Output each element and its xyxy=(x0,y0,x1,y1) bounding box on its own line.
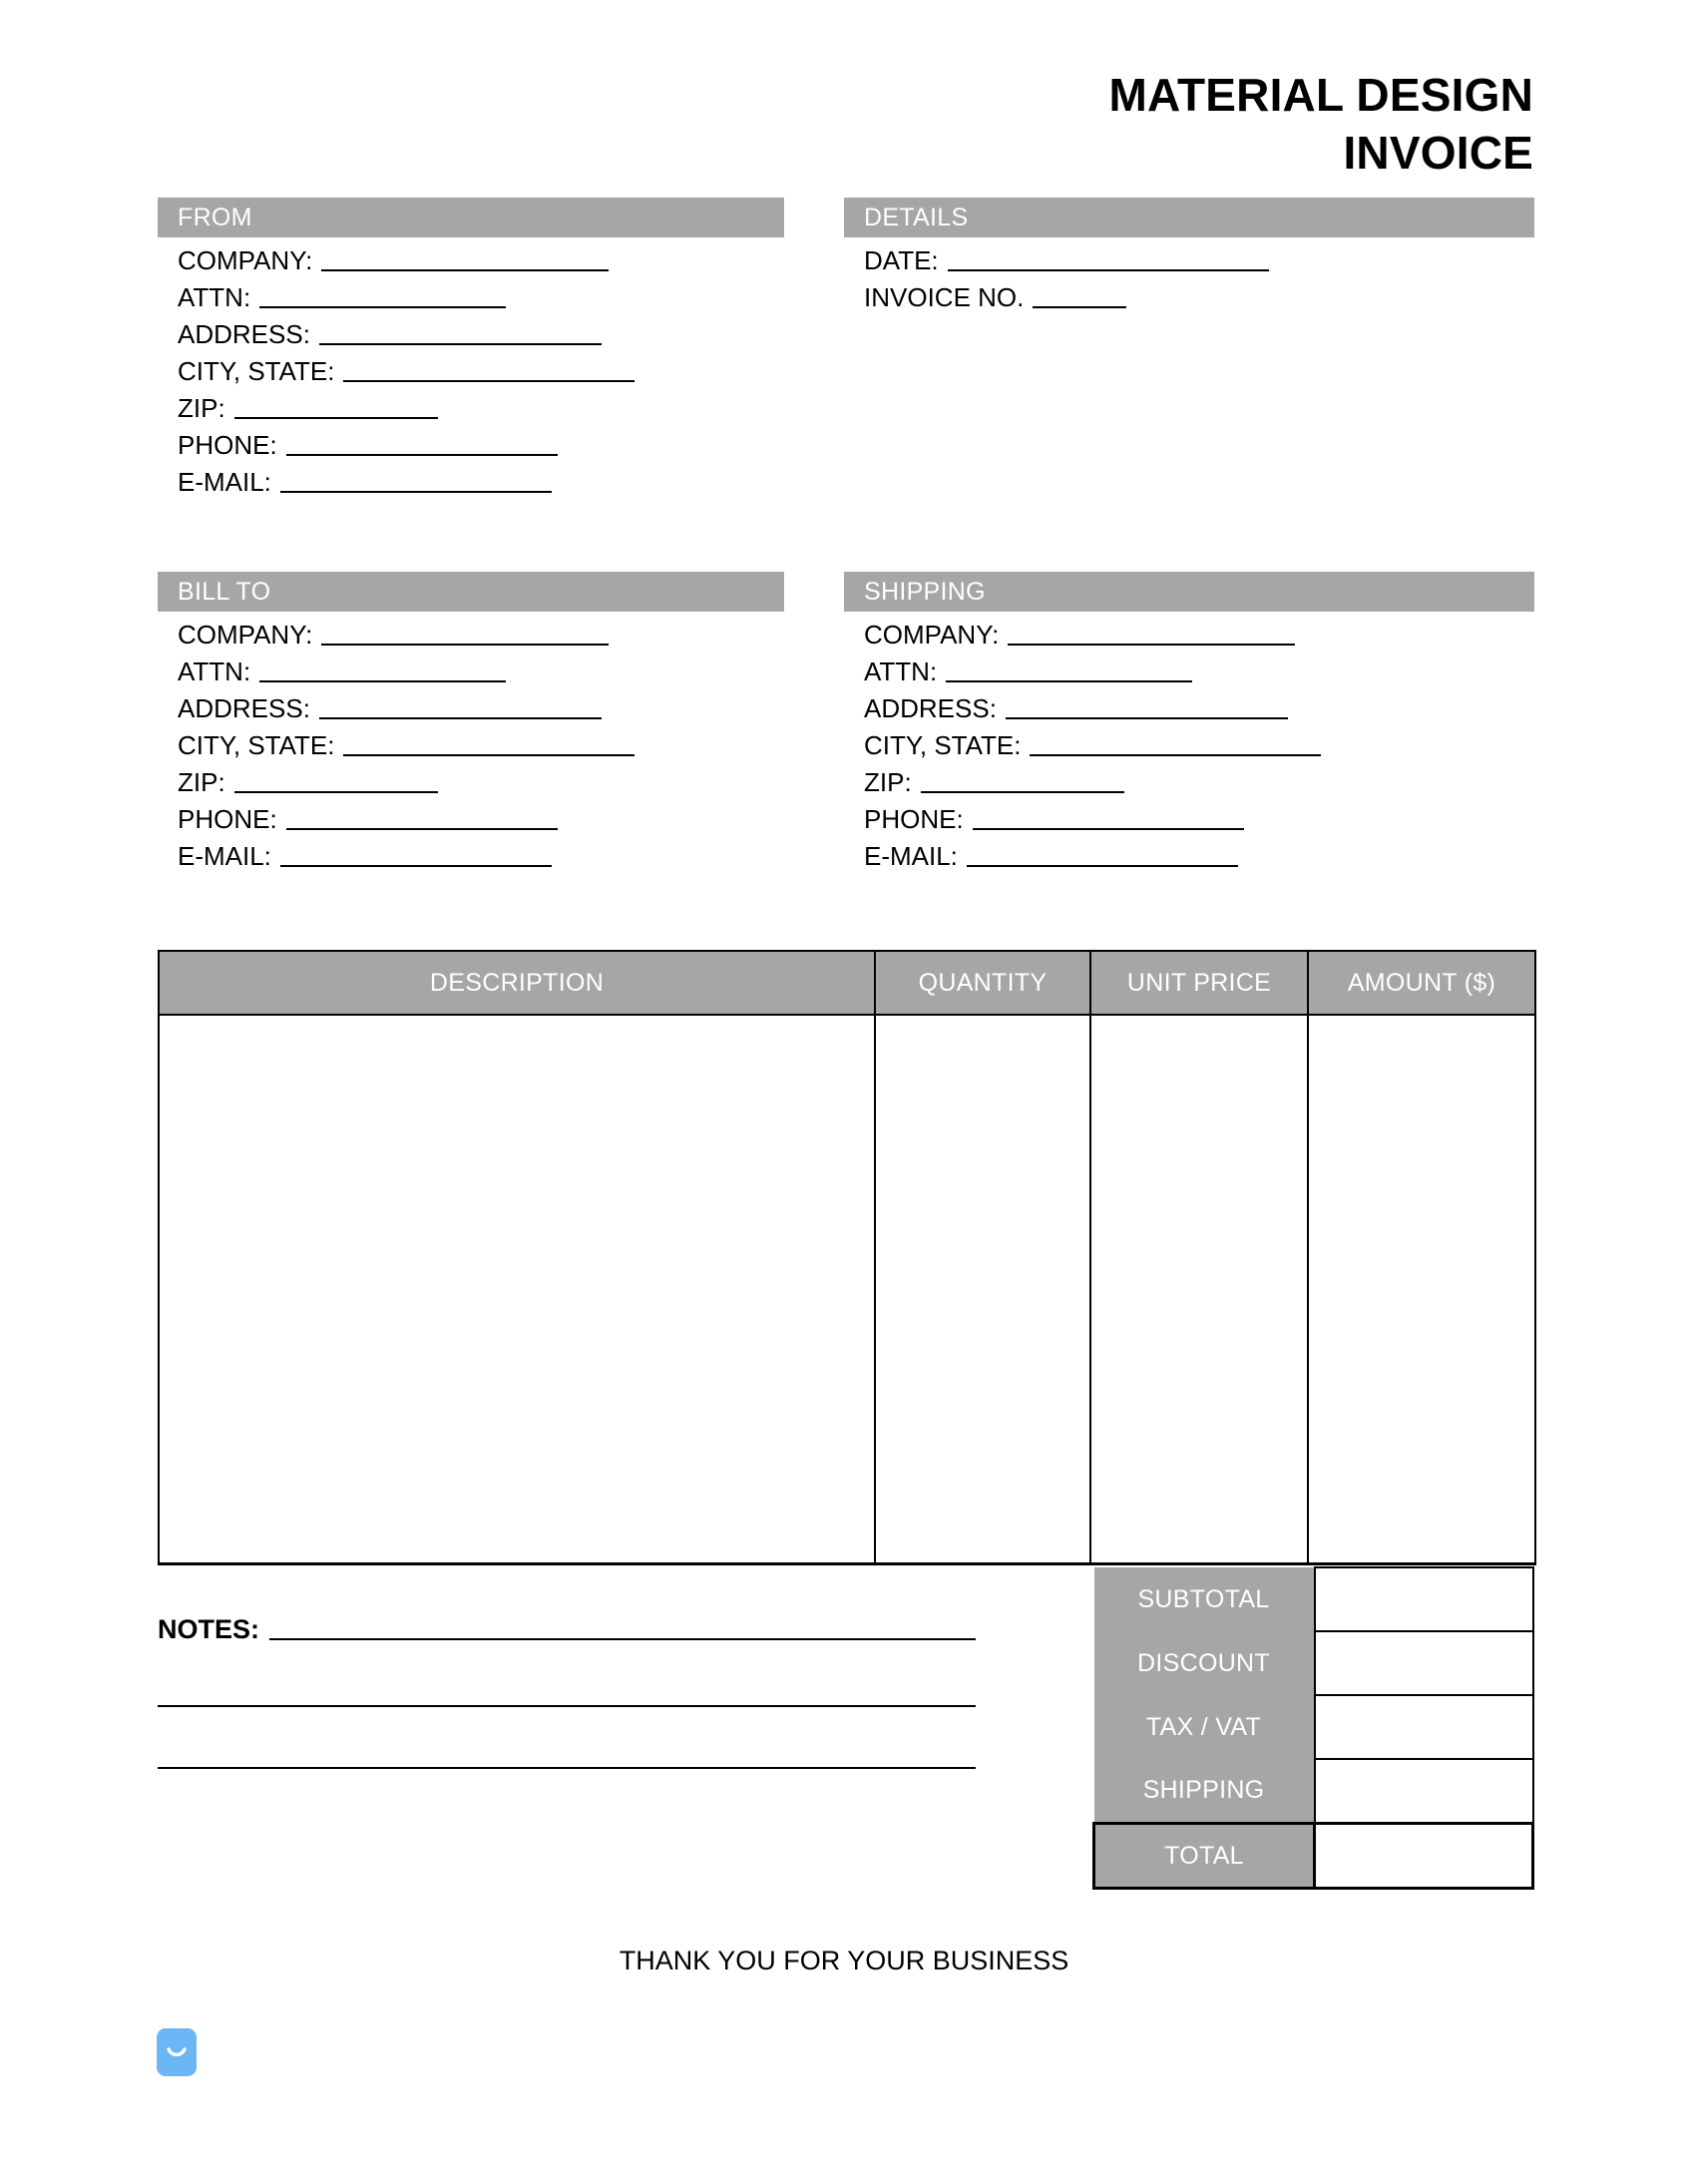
title-line-secondary: INVOICE xyxy=(1343,127,1533,179)
totals-label: SHIPPING xyxy=(1094,1759,1315,1824)
page-title xyxy=(1108,69,1533,179)
field-label: ZIP: xyxy=(178,393,225,423)
totals-value[interactable] xyxy=(1315,1759,1533,1824)
field-row xyxy=(178,282,634,319)
cell-amount[interactable] xyxy=(1308,1015,1535,1564)
field-input-line[interactable] xyxy=(259,663,506,682)
totals-value[interactable] xyxy=(1315,1824,1533,1889)
totals-row xyxy=(1094,1759,1533,1824)
field-row xyxy=(178,467,634,504)
field-input-line[interactable] xyxy=(948,252,1269,271)
field-row xyxy=(178,245,634,282)
field-label: ATTN: xyxy=(864,656,938,686)
totals-row xyxy=(1094,1567,1533,1631)
line-items-body-row xyxy=(159,1015,1535,1564)
field-label: COMPANY: xyxy=(864,620,1000,650)
field-row xyxy=(864,656,1321,693)
field-label: PHONE: xyxy=(178,804,277,834)
field-row xyxy=(864,620,1321,656)
field-input-line[interactable] xyxy=(321,252,609,271)
notes-label: NOTES: xyxy=(158,1614,260,1644)
field-input-line[interactable] xyxy=(343,363,634,382)
field-label: E-MAIL: xyxy=(178,841,271,871)
field-label: ADDRESS: xyxy=(178,319,310,349)
section-header-from-label: FROM xyxy=(178,203,252,231)
totals-label: SUBTOTAL xyxy=(1094,1567,1315,1631)
field-input-line[interactable] xyxy=(234,774,438,793)
field-input-line[interactable] xyxy=(343,737,634,756)
notes-input-line-1[interactable] xyxy=(269,1621,976,1640)
totals-value[interactable] xyxy=(1315,1695,1533,1759)
from-fields-group xyxy=(178,245,634,504)
column-header: QUANTITY xyxy=(875,951,1090,1015)
field-row xyxy=(178,730,634,767)
field-input-line[interactable] xyxy=(973,811,1244,830)
column-header: UNIT PRICE xyxy=(1090,951,1308,1015)
field-row xyxy=(178,319,634,356)
field-row xyxy=(864,245,1269,282)
field-row xyxy=(864,282,1269,319)
title-line-primary: MATERIAL DESIGN xyxy=(1108,69,1533,121)
smile-logo-icon xyxy=(157,2028,197,2076)
totals-row xyxy=(1094,1631,1533,1695)
field-label: ZIP: xyxy=(864,767,912,797)
field-label: E-MAIL: xyxy=(178,467,271,497)
field-input-line[interactable] xyxy=(286,437,558,456)
field-row xyxy=(178,841,634,878)
field-input-line[interactable] xyxy=(921,774,1124,793)
field-label: ADDRESS: xyxy=(864,693,997,723)
section-header-details xyxy=(844,198,1534,237)
line-items-table xyxy=(158,950,1536,1565)
field-label: PHONE: xyxy=(864,804,964,834)
notes-input-line-2[interactable] xyxy=(158,1645,976,1707)
notes-input-line-3[interactable] xyxy=(158,1707,976,1769)
field-input-line[interactable] xyxy=(280,474,552,493)
field-row xyxy=(178,620,634,656)
totals-row xyxy=(1094,1695,1533,1759)
field-input-line[interactable] xyxy=(1006,700,1288,719)
section-header-shipping xyxy=(844,572,1534,612)
column-header: AMOUNT ($) xyxy=(1308,951,1535,1015)
details-fields-group xyxy=(864,245,1269,319)
field-row xyxy=(864,693,1321,730)
field-input-line[interactable] xyxy=(259,289,506,308)
field-input-line[interactable] xyxy=(319,700,602,719)
field-label: DATE: xyxy=(864,245,939,275)
cell-unit-price[interactable] xyxy=(1090,1015,1308,1564)
field-row xyxy=(864,730,1321,767)
totals-label: TAX / VAT xyxy=(1094,1695,1315,1759)
field-label: ADDRESS: xyxy=(178,693,310,723)
totals-value[interactable] xyxy=(1315,1567,1533,1631)
totals-label: TOTAL xyxy=(1094,1824,1315,1889)
field-input-line[interactable] xyxy=(1033,289,1126,308)
field-input-line[interactable] xyxy=(280,848,552,867)
section-header-from xyxy=(158,198,784,237)
bill-to-fields-group xyxy=(178,620,634,878)
field-label: PHONE: xyxy=(178,430,277,460)
field-input-line[interactable] xyxy=(946,663,1192,682)
field-label: CITY, STATE: xyxy=(864,730,1022,760)
field-row xyxy=(178,693,634,730)
field-row xyxy=(864,841,1321,878)
notes-first-row xyxy=(158,1614,976,1645)
cell-description[interactable] xyxy=(159,1015,875,1564)
field-label: CITY, STATE: xyxy=(178,730,335,760)
field-row xyxy=(178,430,634,467)
field-row xyxy=(178,804,634,841)
section-header-bill-to xyxy=(158,572,784,612)
field-input-line[interactable] xyxy=(321,627,609,646)
field-input-line[interactable] xyxy=(286,811,558,830)
totals-value[interactable] xyxy=(1315,1631,1533,1695)
shipping-fields-group xyxy=(864,620,1321,878)
notes-block xyxy=(158,1614,976,1769)
field-row xyxy=(178,656,634,693)
cell-quantity[interactable] xyxy=(875,1015,1090,1564)
field-label: COMPANY: xyxy=(178,245,313,275)
section-header-shipping-label: SHIPPING xyxy=(864,577,986,606)
field-input-line[interactable] xyxy=(1030,737,1321,756)
field-label: ATTN: xyxy=(178,282,251,312)
field-row xyxy=(178,393,634,430)
field-label: E-MAIL: xyxy=(864,841,958,871)
totals-row xyxy=(1094,1824,1533,1889)
column-header: DESCRIPTION xyxy=(159,951,875,1015)
field-input-line[interactable] xyxy=(319,326,602,345)
field-input-line[interactable] xyxy=(967,848,1238,867)
field-row xyxy=(178,356,634,393)
field-row xyxy=(178,767,634,804)
section-header-bill-to-label: BILL TO xyxy=(178,577,271,606)
field-label: CITY, STATE: xyxy=(178,356,335,386)
totals-label: DISCOUNT xyxy=(1094,1631,1315,1695)
field-input-line[interactable] xyxy=(1008,627,1295,646)
field-label: INVOICE NO. xyxy=(864,282,1025,312)
field-row xyxy=(864,767,1321,804)
field-label: ATTN: xyxy=(178,656,251,686)
field-label: ZIP: xyxy=(178,767,225,797)
section-header-details-label: DETAILS xyxy=(864,203,969,231)
field-row xyxy=(864,804,1321,841)
field-input-line[interactable] xyxy=(234,400,438,419)
totals-table xyxy=(1092,1566,1534,1890)
line-items-header-row xyxy=(159,951,1535,1015)
thank-you-message: THANK YOU FOR YOUR BUSINESS xyxy=(619,1946,1069,1975)
field-label: COMPANY: xyxy=(178,620,313,650)
